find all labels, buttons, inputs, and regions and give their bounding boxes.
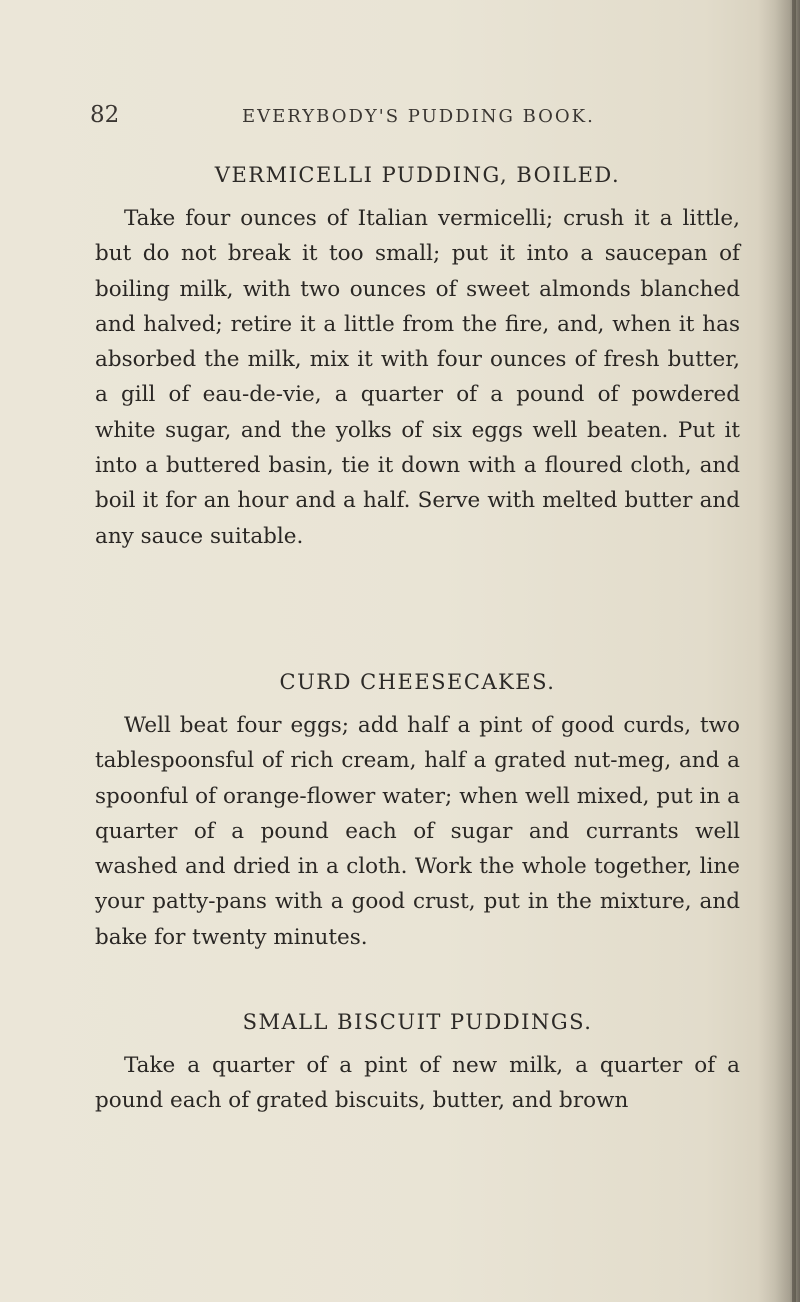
page-number: 82 (90, 102, 120, 128)
recipe-title: SMALL BISCUIT PUDDINGS. (242, 1010, 593, 1034)
page-header (90, 102, 760, 142)
recipe-body: Well beat four eggs; add half a pint of good curds, two tablespoonsful of rich cream, half a grated nut-meg, and a spoonful of orange-flower water; when well mixed, put in a quarter of a pound each of sugar and currants well washed and dried in a cloth. Work the whole together, line your patty-pans with a good crust, put in the mixture, and bake for twenty minutes. (95, 713, 740, 950)
recipe-body: Take four ounces of Italian vermicelli; crush it a little, but do not break it too small; put it into a saucepan of boiling milk, with two ounces of sweet almonds blanched and halved; retire it a little from the fire, and, when it has absorbed the milk, mix it with four ounces of fresh butter, a gill of eau-de-vie, a quarter of a pound of powdered white sugar, and the yolks of six eggs well beaten. Put it into a buttered basin, tie it down with a floured cloth, and boil it for an hour and a half. Serve with melted butter and any sauce suitable. (95, 206, 740, 549)
recipe-title: VERMICELLI PUDDING, BOILED. (214, 163, 621, 187)
running-head: EVERYBODY'S PUDDING BOOK. (242, 106, 595, 127)
recipe-section (95, 1010, 740, 1119)
recipe-body: Take a quarter of a pint of new milk, a quarter of a pound each of grated biscuits, butter, and brown (95, 1053, 740, 1114)
recipe-section (95, 670, 740, 955)
recipe-section (95, 163, 740, 554)
page-edge (792, 0, 796, 1302)
recipe-title: CURD CHEESECAKES. (279, 670, 556, 694)
